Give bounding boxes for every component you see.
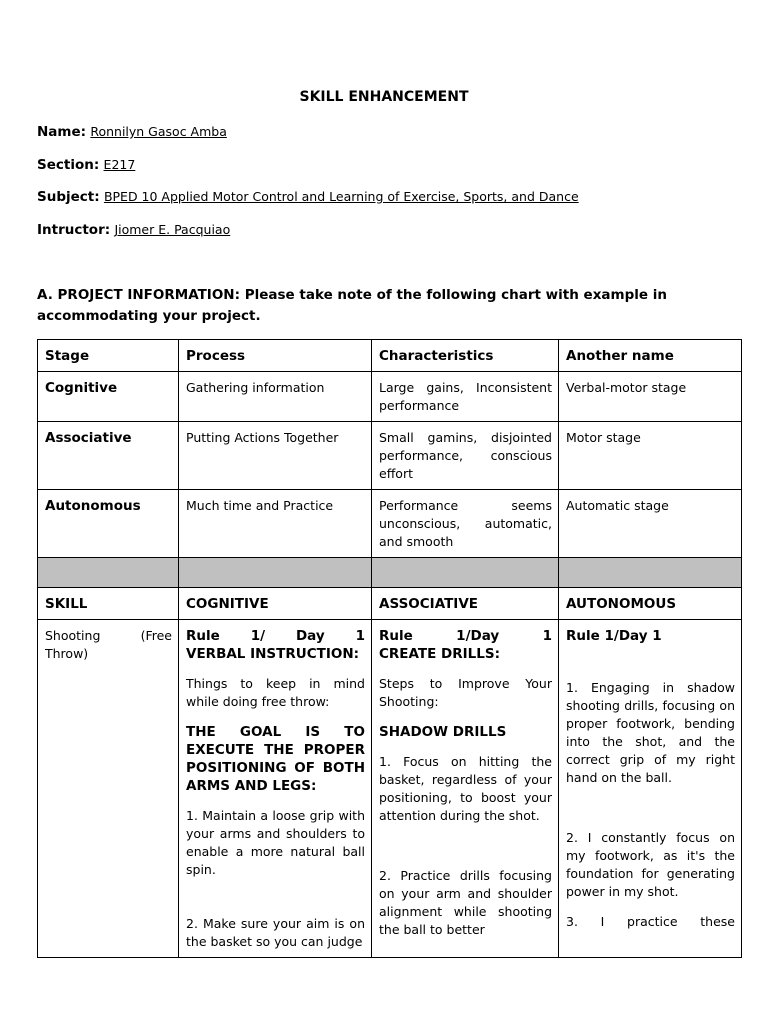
name-label: Name: — [37, 124, 87, 140]
stage-name: Associative — [38, 422, 179, 490]
header-skill: SKILL — [38, 588, 179, 620]
separator-cell — [372, 558, 559, 588]
skill-name: Shooting (Free Throw) — [38, 620, 179, 958]
skill-header-row — [38, 588, 742, 620]
subject-value: BPED 10 Applied Motor Control and Learning of Exercise, Sports, and Dance — [103, 189, 579, 204]
header-characteristics: Characteristics — [372, 340, 559, 372]
header-associative: ASSOCIATIVE — [372, 588, 559, 620]
cognitive-rule: Rule 1/ Day 1 — [186, 628, 365, 644]
associative-subheading: SHADOW DRILLS — [379, 724, 507, 740]
subject-label: Subject: — [37, 189, 100, 205]
instructor-field — [37, 222, 230, 238]
associative-item-2: 2. Practice drills focusing on your arm and shoulder alignment while shooting the ball to better — [379, 868, 552, 937]
stage-skill-table — [37, 339, 742, 958]
section-value: E217 — [103, 157, 136, 172]
autonomous-rule: Rule 1/Day 1 — [566, 628, 662, 644]
cognitive-cell — [179, 620, 372, 958]
instructor-value: Jiomer E. Pacquiao — [114, 222, 231, 237]
autonomous-item-2: 2. I constantly focus on my footwork, as it's the foundation for generating power in my shot. — [566, 830, 735, 899]
cognitive-goal: THE GOAL IS TO EXECUTE THE PROPER POSITIONING OF BOTH ARMS AND LEGS: — [186, 724, 365, 794]
separator-cell — [179, 558, 372, 588]
skill-row — [38, 620, 742, 958]
stage-name: Autonomous — [38, 490, 179, 558]
associative-intro: Steps to Improve Your Shooting: — [379, 676, 552, 709]
subject-field — [37, 189, 579, 205]
cognitive-heading: VERBAL INSTRUCTION: — [186, 646, 360, 662]
table-row — [38, 372, 742, 422]
stage-characteristics: Performance seems unconscious, automatic, and smooth — [372, 490, 559, 558]
stage-process: Gathering information — [179, 372, 372, 422]
header-autonomous: AUTONOMOUS — [559, 588, 742, 620]
header-another-name: Another name — [559, 340, 742, 372]
cognitive-item-2: 2. Make sure your aim is on the basket so you can judge — [186, 916, 365, 949]
cognitive-item-1: 1. Maintain a loose grip with your arms and shoulders to enable a more natural ball spin. — [186, 808, 365, 877]
autonomous-item-3: 3. I practice these — [566, 914, 735, 929]
separator-cell — [559, 558, 742, 588]
separator-row — [38, 558, 742, 588]
separator-cell — [38, 558, 179, 588]
stage-characteristics: Small gamins, disjointed performance, conscious effort — [372, 422, 559, 490]
associative-item-1: 1. Focus on hitting the basket, regardless of your positioning, to boost your attention during the shot. — [379, 754, 552, 823]
section-label: Section: — [37, 157, 100, 173]
stage-process: Putting Actions Together — [179, 422, 372, 490]
stage-another-name: Automatic stage — [559, 490, 742, 558]
associative-heading: CREATE DRILLS: — [379, 646, 501, 662]
autonomous-cell — [559, 620, 742, 958]
document-title: SKILL ENHANCEMENT — [299, 89, 469, 105]
stage-another-name: Verbal-motor stage — [559, 372, 742, 422]
table-row — [38, 490, 742, 558]
name-field — [37, 124, 227, 140]
header-stage: Stage — [38, 340, 179, 372]
autonomous-item-1: 1. Engaging in shadow shooting drills, focusing on proper footwork, bending into the shot, and the correct grip of my right hand on the ball. — [566, 680, 735, 785]
stage-another-name: Motor stage — [559, 422, 742, 490]
associative-rule: Rule 1/Day 1 — [379, 628, 552, 644]
instructor-label: Intructor: — [37, 222, 111, 238]
associative-cell — [372, 620, 559, 958]
cognitive-intro: Things to keep in mind while doing free throw: — [186, 676, 365, 709]
name-value: Ronnilyn Gasoc Amba — [90, 124, 227, 139]
project-information: A. PROJECT INFORMATION: Please take note of the following chart with example in accommodating your project. — [37, 287, 667, 324]
section-field — [37, 157, 135, 173]
header-process: Process — [179, 340, 372, 372]
stage-process: Much time and Practice — [179, 490, 372, 558]
table-row — [38, 422, 742, 490]
stage-header-row — [38, 340, 742, 372]
header-cognitive: COGNITIVE — [179, 588, 372, 620]
stage-characteristics: Large gains, Inconsistent performance — [372, 372, 559, 422]
stage-name: Cognitive — [38, 372, 179, 422]
